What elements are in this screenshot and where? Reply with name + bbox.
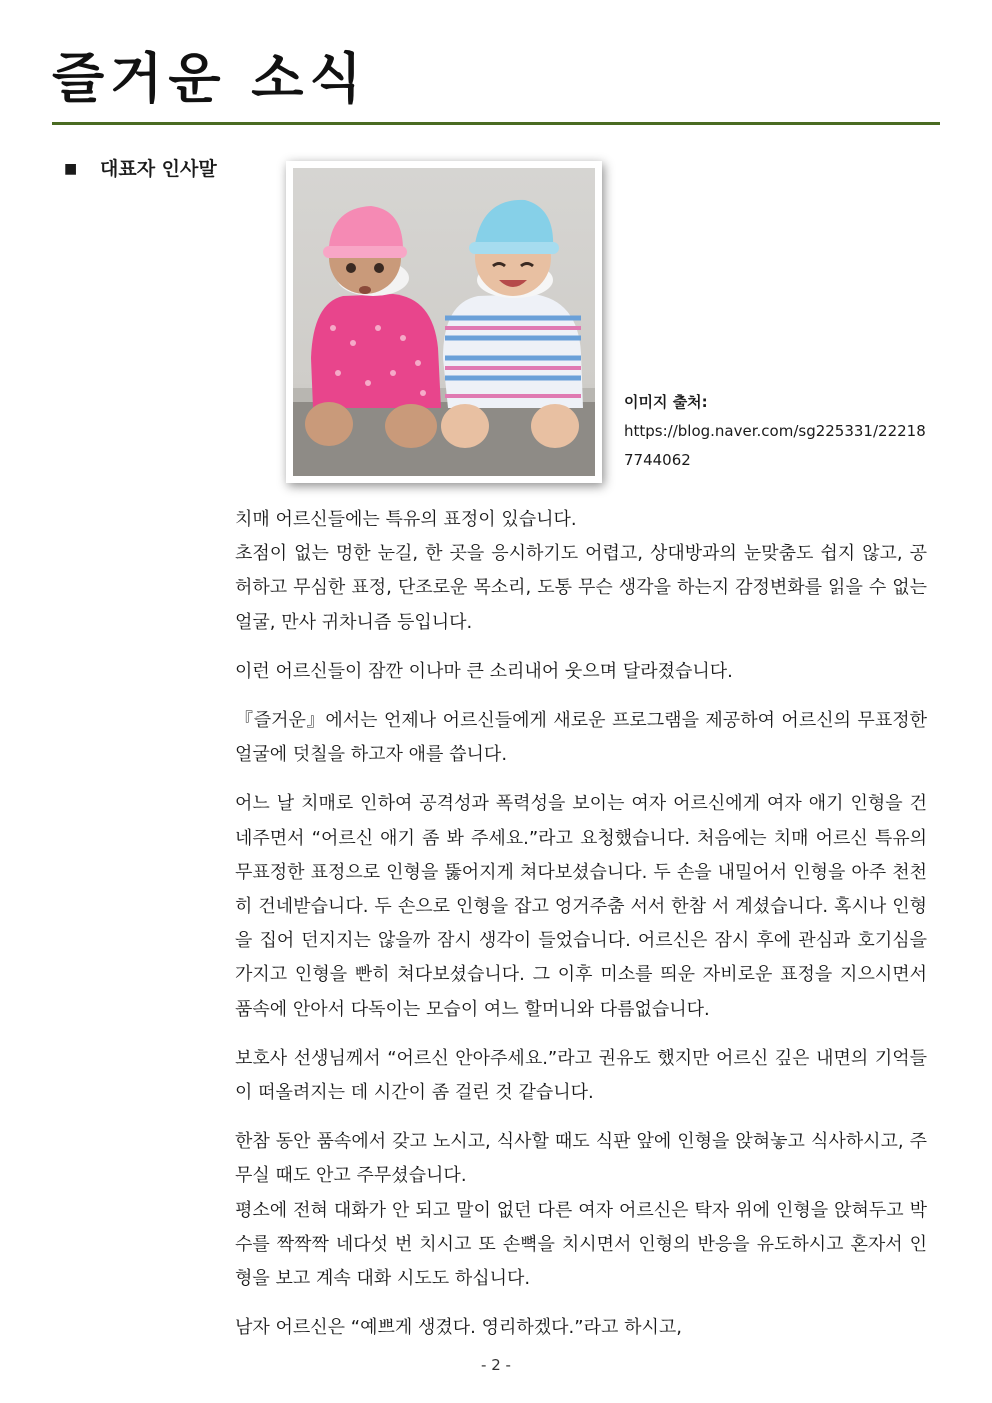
image-source-caption (624, 388, 924, 475)
dolls-illustration (293, 168, 595, 476)
page-title: 즐거운 소식 (52, 47, 368, 110)
paragraph: 한참 동안 품속에서 갖고 노시고, 식사할 때도 식판 앞에 인형을 앉혀놓고 식사하시고, 주무실 때도 안고 주무셨습니다. 평소에 전혀 대화가 안 되고 말이 없던 다른 여자 어르신은 탁자 위에 인형을 앉혀두고 박수를 짝짝짝 네다섯 번 치시고 또 손뼉을 치시면서 인형의 반응을 유도하시고 혼자서 인형을 보고 계속 대화 시도도 하십니다. (235, 1131, 927, 1290)
photo-frame (286, 161, 602, 483)
baby-dolls-photo (293, 168, 595, 476)
paragraph: 이런 어르신들이 잠깐 이나마 큰 소리내어 웃으며 달라졌습니다. (235, 660, 733, 682)
paragraph: 『즐거운』에서는 언제나 어르신들에게 새로운 프로그램을 제공하여 어르신의 무표정한 얼굴에 덧칠을 하고자 애를 씁니다. (235, 710, 927, 766)
paragraph: 치매 어르신들에는 특유의 표정이 있습니다. 초점이 없는 멍한 눈길, 한 곳을 응시하기도 어렵고, 상대방과의 눈맞춤도 쉽지 않고, 공허하고 무심한 표정, 단조로운 목소리, 도통 무슨 생각을 하는지 감정변화를 읽을 수 없는 얼굴, 만사 귀차니즘 등입니다. (235, 509, 927, 633)
title-divider (52, 122, 940, 125)
article-body (235, 503, 927, 1345)
paragraph: 보호사 선생님께서 “어르신 안아주세요.”라고 권유도 했지만 어르신 깊은 내면의 기억들이 떠올려지는 데 시간이 좀 걸린 것 같습니다. (235, 1047, 927, 1104)
page-number: - 2 - (481, 1356, 511, 1374)
paragraph: 남자 어르신은 “예쁘게 생겼다. 영리하겠다.”라고 하시고, (235, 1317, 682, 1339)
paragraph: 어느 날 치매로 인하여 공격성과 폭력성을 보이는 여자 어르신에게 여자 애기 인형을 건네주면서 “어르신 애기 좀 봐 주세요.”라고 요청했습니다. 처음에는 치매 어르신 특유의 무표정한 표정으로 인형을 뚫어지게 쳐다보셨습니다. 두 손을 내밀어서 인형을 아주 천천히 건네받습니다. 두 손으로 인형을 잡고 엉거주춤 서서 한참 서 계셨습니다. 혹시나 인형을 집어 던지지는 않을까 잠시 생각이 들었습니다. 어르신은 잠시 후에 관심과 호기심을 가지고 인형을 빤히 쳐다보셨습니다. 그 이후 미소를 띄운 자비로운 표정을 지으시면서 품속에 안아서 다독이는 모습이 여느 할머니와 다름없습니다. (235, 793, 927, 1020)
image-source-url-line2: 7744062 (624, 451, 691, 469)
section-heading: 대표자 인사말 (100, 158, 217, 180)
image-source-url-line1: https://blog.naver.com/sg225331/22218 (624, 422, 926, 440)
section-bullet-icon: ■ (64, 161, 78, 177)
image-source-label: 이미지 출처: (624, 393, 708, 411)
